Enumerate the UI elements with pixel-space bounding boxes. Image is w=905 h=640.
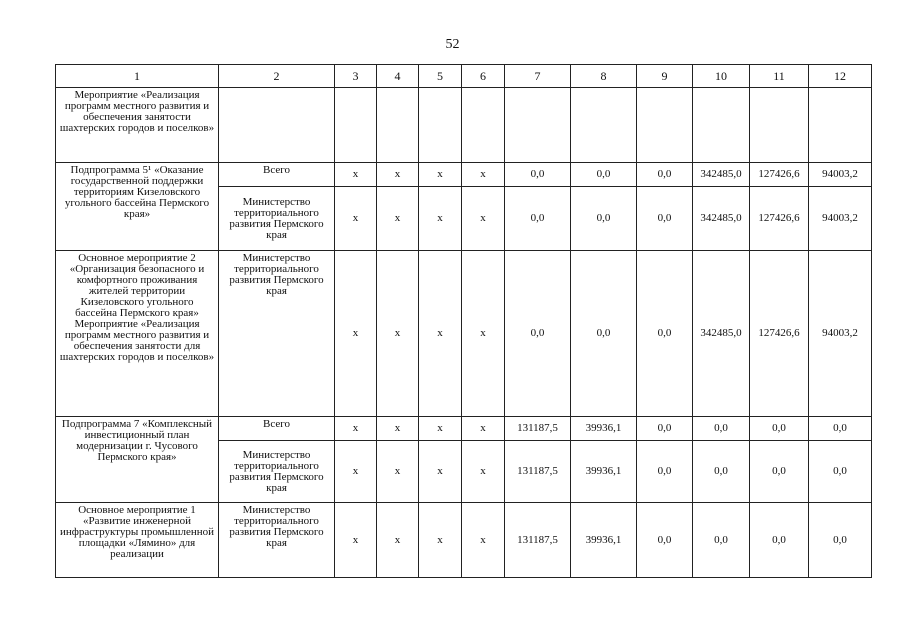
executor-cell: Министерство территориального развития Пермского края	[219, 251, 335, 417]
program-description: Подпрограмма 7 «Комплексный инвестиционный план модернизации г. Чусового Пермского края»	[56, 417, 219, 503]
header-cell: 8	[571, 65, 637, 88]
header-cell: 7	[505, 65, 571, 88]
value-cell: 94003,2	[809, 251, 872, 417]
header-cell: 12	[809, 65, 872, 88]
value-cell: х	[335, 251, 377, 417]
value-cell: х	[419, 441, 462, 503]
value-cell: х	[462, 163, 505, 187]
value-cell	[335, 88, 377, 163]
budget-table	[55, 64, 872, 578]
value-cell: 131187,5	[505, 417, 571, 441]
value-cell: 131187,5	[505, 441, 571, 503]
value-cell: 0,0	[637, 251, 693, 417]
value-cell: 127426,6	[750, 251, 809, 417]
table-row	[56, 503, 872, 578]
value-cell: 0,0	[693, 503, 750, 578]
value-cell: х	[419, 417, 462, 441]
value-cell: х	[335, 503, 377, 578]
page-number: 52	[445, 37, 460, 52]
header-cell: 10	[693, 65, 750, 88]
value-cell: 0,0	[809, 503, 872, 578]
executor-cell: Всего	[219, 163, 335, 187]
value-cell: х	[419, 163, 462, 187]
value-cell: 127426,6	[750, 187, 809, 251]
value-cell	[637, 88, 693, 163]
table-row	[56, 251, 872, 417]
value-cell	[505, 88, 571, 163]
executor-cell: Всего	[219, 417, 335, 441]
executor-cell: Министерство территориального развития Пермского края	[219, 441, 335, 503]
value-cell: х	[377, 163, 419, 187]
header-cell: 5	[419, 65, 462, 88]
value-cell: 39936,1	[571, 441, 637, 503]
value-cell: х	[462, 187, 505, 251]
value-cell: х	[335, 417, 377, 441]
value-cell	[750, 88, 809, 163]
value-cell: 0,0	[505, 187, 571, 251]
header-cell: 1	[56, 65, 219, 88]
value-cell: 0,0	[571, 163, 637, 187]
header-cell: 11	[750, 65, 809, 88]
value-cell: 131187,5	[505, 503, 571, 578]
value-cell	[571, 88, 637, 163]
value-cell: 0,0	[809, 441, 872, 503]
value-cell: х	[377, 441, 419, 503]
value-cell: х	[462, 503, 505, 578]
header-cell: 2	[219, 65, 335, 88]
value-cell: х	[419, 187, 462, 251]
value-cell	[693, 88, 750, 163]
executor-cell: Министерство территориального развития Пермского края	[219, 503, 335, 578]
table-row	[56, 417, 872, 441]
value-cell: х	[377, 503, 419, 578]
value-cell	[419, 88, 462, 163]
value-cell: 127426,6	[750, 163, 809, 187]
value-cell: х	[377, 417, 419, 441]
value-cell: х	[462, 441, 505, 503]
value-cell: х	[419, 251, 462, 417]
value-cell: х	[377, 187, 419, 251]
program-description: Мероприятие «Реализация программ местного развития и обеспечения занятости шахтерских городов и поселков»	[56, 88, 219, 163]
program-description: Основное мероприятие 2 «Организация безопасного и комфортного проживания жителей территории Кизеловского угольного бассейна Пермского края» Мероприятие «Реализация программ местного развития и обеспечения занятости для шахтерских городов и поселков»	[56, 251, 219, 417]
value-cell: 0,0	[637, 163, 693, 187]
table-row	[56, 88, 872, 163]
value-cell: 94003,2	[809, 163, 872, 187]
value-cell: 39936,1	[571, 417, 637, 441]
program-description: Подпрограмма 5¹ «Оказание государственной поддержки территориям Кизеловского угольного бассейна Пермского края»	[56, 163, 219, 251]
header-row	[56, 65, 872, 88]
value-cell	[377, 88, 419, 163]
value-cell: 94003,2	[809, 187, 872, 251]
header-cell: 4	[377, 65, 419, 88]
value-cell: 0,0	[693, 441, 750, 503]
value-cell: 0,0	[637, 503, 693, 578]
value-cell: 0,0	[693, 417, 750, 441]
value-cell: 0,0	[750, 417, 809, 441]
value-cell: 0,0	[571, 187, 637, 251]
value-cell: 0,0	[571, 251, 637, 417]
header-cell: 3	[335, 65, 377, 88]
value-cell: х	[462, 251, 505, 417]
value-cell: 0,0	[637, 187, 693, 251]
value-cell: 0,0	[750, 441, 809, 503]
value-cell: х	[335, 441, 377, 503]
value-cell: 342485,0	[693, 163, 750, 187]
value-cell	[462, 88, 505, 163]
executor-cell	[219, 88, 335, 163]
value-cell: 39936,1	[571, 503, 637, 578]
header-cell: 6	[462, 65, 505, 88]
program-description: Основное мероприятие 1 «Развитие инженерной инфраструктуры промышленной площадки «Лямино» для реализации	[56, 503, 219, 578]
value-cell: 342485,0	[693, 187, 750, 251]
value-cell: 0,0	[637, 441, 693, 503]
value-cell: 342485,0	[693, 251, 750, 417]
value-cell: 0,0	[809, 417, 872, 441]
value-cell: х	[335, 163, 377, 187]
value-cell	[809, 88, 872, 163]
value-cell: х	[377, 251, 419, 417]
value-cell: х	[419, 503, 462, 578]
value-cell: 0,0	[637, 417, 693, 441]
table-row	[56, 163, 872, 187]
value-cell: 0,0	[505, 163, 571, 187]
value-cell: х	[335, 187, 377, 251]
value-cell: 0,0	[750, 503, 809, 578]
value-cell: х	[462, 417, 505, 441]
executor-cell: Министерство территориального развития Пермского края	[219, 187, 335, 251]
value-cell: 0,0	[505, 251, 571, 417]
header-cell: 9	[637, 65, 693, 88]
